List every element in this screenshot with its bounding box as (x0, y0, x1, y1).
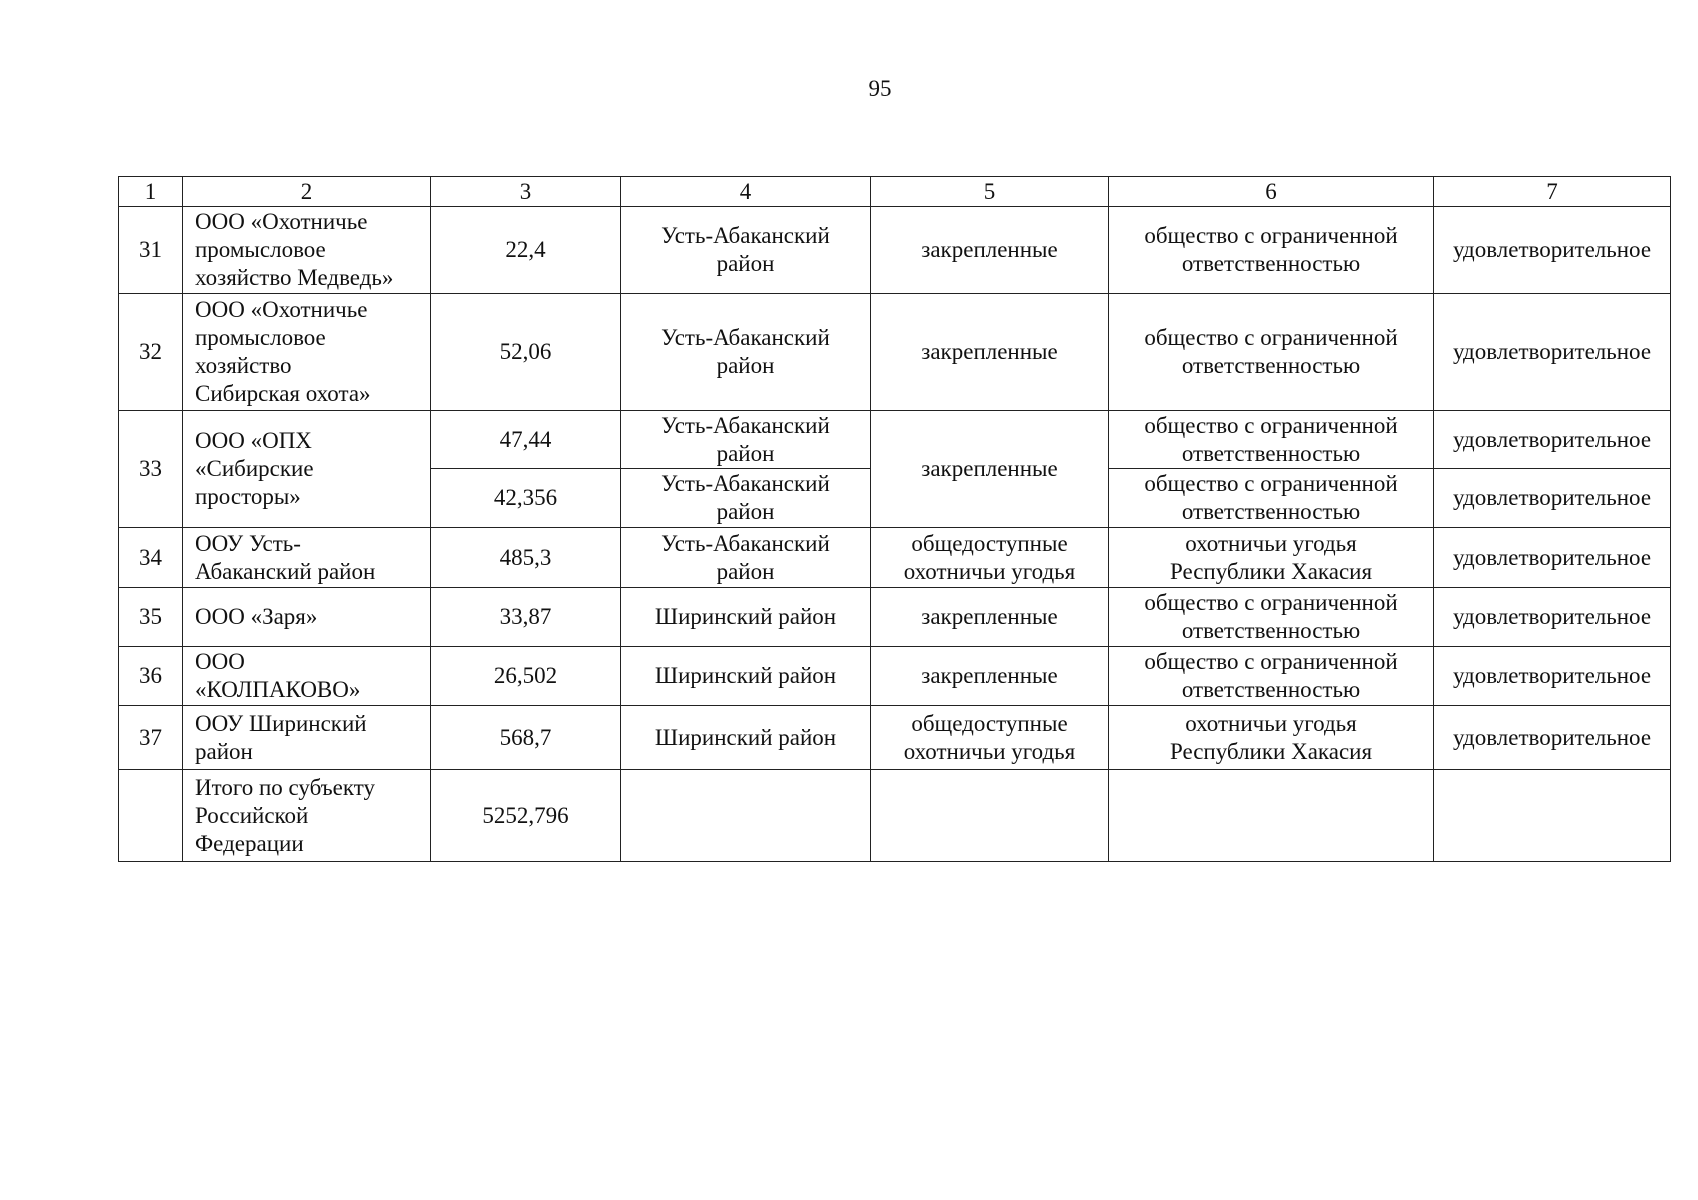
district-cell: Усть-Абаканский район (621, 469, 871, 528)
state-cell: удовлетворительное (1434, 528, 1671, 588)
column-number: 3 (431, 177, 621, 207)
district-cell: Усть-Абаканский район (621, 207, 871, 294)
row-number: 34 (119, 528, 183, 588)
table-row (119, 207, 1671, 294)
organization-name: ООО «Охотничье промысловое хозяйство Сибирская охота» (183, 294, 431, 411)
district-cell: Усть-Абаканский район (621, 411, 871, 469)
category-cell: общедоступные охотничьи угодья (871, 528, 1109, 588)
district-cell: Ширинский район (621, 706, 871, 770)
area-value: 33,87 (431, 588, 621, 647)
state-cell: удовлетворительное (1434, 706, 1671, 770)
org-type-cell: общество с ограниченной ответственностью (1109, 647, 1434, 706)
organization-name: ООУ Ширинский район (183, 706, 431, 770)
table-row (119, 411, 1671, 469)
district-cell: Усть-Абаканский район (621, 294, 871, 411)
state-cell: удовлетворительное (1434, 469, 1671, 528)
row-number: 35 (119, 588, 183, 647)
category-cell: закрепленные (871, 411, 1109, 528)
org-type-cell: общество с ограниченной ответственностью (1109, 294, 1434, 411)
category-cell: закрепленные (871, 207, 1109, 294)
area-value: 42,356 (431, 469, 621, 528)
total-label: Итого по субъекту Российской Федерации (183, 770, 431, 862)
area-value: 22,4 (431, 207, 621, 294)
org-type-cell: охотничьи угодья Республики Хакасия (1109, 528, 1434, 588)
row-number: 31 (119, 207, 183, 294)
district-cell: Ширинский район (621, 647, 871, 706)
table-row (119, 706, 1671, 770)
empty-cell (119, 770, 183, 862)
column-number: 4 (621, 177, 871, 207)
row-number: 37 (119, 706, 183, 770)
category-cell: закрепленные (871, 588, 1109, 647)
column-number: 7 (1434, 177, 1671, 207)
district-cell: Усть-Абаканский район (621, 528, 871, 588)
org-type-cell: общество с ограниченной ответственностью (1109, 469, 1434, 528)
organization-name: ООУ Усть- Абаканский район (183, 528, 431, 588)
category-cell: закрепленные (871, 647, 1109, 706)
column-number: 2 (183, 177, 431, 207)
state-cell: удовлетворительное (1434, 647, 1671, 706)
area-value: 26,502 (431, 647, 621, 706)
state-cell: удовлетворительное (1434, 294, 1671, 411)
area-value: 47,44 (431, 411, 621, 469)
organization-name: ООО «ОПХ «Сибирские просторы» (183, 411, 431, 528)
row-number: 33 (119, 411, 183, 528)
page-number: 95 (868, 76, 892, 101)
organization-name: ООО «Заря» (183, 588, 431, 647)
table-row (119, 588, 1671, 647)
category-cell: закрепленные (871, 294, 1109, 411)
organization-name: ООО «КОЛПАКОВО» (183, 647, 431, 706)
row-number: 36 (119, 647, 183, 706)
area-value: 485,3 (431, 528, 621, 588)
column-number: 1 (119, 177, 183, 207)
total-row (119, 770, 1671, 862)
org-type-cell: общество с ограниченной ответственностью (1109, 207, 1434, 294)
state-cell: удовлетворительное (1434, 588, 1671, 647)
organization-name: ООО «Охотничье промысловое хозяйство Медведь» (183, 207, 431, 294)
district-cell: Ширинский район (621, 588, 871, 647)
org-type-cell: общество с ограниченной ответственностью (1109, 588, 1434, 647)
org-type-cell: охотничьи угодья Республики Хакасия (1109, 706, 1434, 770)
area-value: 568,7 (431, 706, 621, 770)
empty-cell (1109, 770, 1434, 862)
table-row (119, 528, 1671, 588)
total-area-value: 5252,796 (431, 770, 621, 862)
column-number-row (119, 177, 1671, 207)
empty-cell (1434, 770, 1671, 862)
table-row (119, 294, 1671, 411)
org-type-cell: общество с ограниченной ответственностью (1109, 411, 1434, 469)
area-value: 52,06 (431, 294, 621, 411)
empty-cell (871, 770, 1109, 862)
column-number: 6 (1109, 177, 1434, 207)
empty-cell (621, 770, 871, 862)
category-cell: общедоступные охотничьи угодья (871, 706, 1109, 770)
table-row (119, 647, 1671, 706)
state-cell: удовлетворительное (1434, 207, 1671, 294)
hunting-grounds-table (118, 176, 1671, 862)
row-number: 32 (119, 294, 183, 411)
state-cell: удовлетворительное (1434, 411, 1671, 469)
column-number: 5 (871, 177, 1109, 207)
